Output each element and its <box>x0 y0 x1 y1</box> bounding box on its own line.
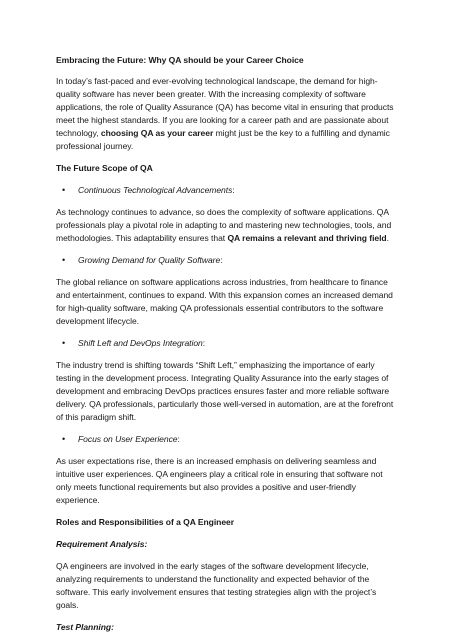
subheading-label: Test Planning <box>56 622 112 632</box>
roles-subheading-2 <box>56 621 397 634</box>
intro-emphasis: choosing QA as your career <box>100 128 214 138</box>
scope-heading: The Future Scope of QA <box>56 163 153 173</box>
document-title: Embracing the Future: Why QA should be your Career Choice <box>56 55 304 65</box>
scope-bullet-1 <box>56 184 397 197</box>
bullet-label: Continuous Technological Advancements <box>78 185 233 195</box>
subheading-label: Requirement Analysis <box>56 539 145 549</box>
scope-paragraph-3: The industry trend is shifting towards “Shift Left,” emphasizing the importance of early testing in the development process. Integrating Quality Assurance into the early stages of development and embracing DevOps practices ensures faster and more reliable software delivery. QA professionals, particularly those well-versed in automation, are at the forefront of this paradigm shift. <box>56 360 394 422</box>
bullet-label: Shift Left and DevOps Integration <box>78 338 203 348</box>
paragraph-emphasis: QA remains a relevant and thriving field <box>227 233 387 243</box>
bullet-colon: : <box>202 338 206 348</box>
bullet-icon: • <box>62 338 66 348</box>
intro-text-end: might just be the key to a fulfilling and dynamic professional journey. <box>56 128 390 151</box>
scope-paragraph-2: The global reliance on software applications across industries, from healthcare to finance and entertainment, continues to expand. With this expansion comes an increased demand for high-quality software, making QA professionals essential contributors to the software development lifecycle. <box>56 277 393 326</box>
bullet-colon: : <box>232 185 235 195</box>
bullet-icon: • <box>62 255 66 265</box>
roles-subheading-1 <box>56 538 397 551</box>
bullet-label: Growing Demand for Quality Software <box>78 255 221 265</box>
roles-paragraph-1: QA engineers are involved in the early stages of the software development lifecycle, analyzing requirements to understand the functionality and expected behavior of the software. This early involvement ensures that testing strategies align with the project’s goals. <box>56 561 377 610</box>
roles-heading: Roles and Responsibilities of a QA Engineer <box>56 517 235 527</box>
bullet-label: Focus on User Experience <box>78 434 178 444</box>
scope-paragraph-1 <box>56 206 397 245</box>
scope-bullet-3 <box>56 337 397 350</box>
scope-paragraph-4: As user expectations rise, there is an increased emphasis on delivering seamless and intuitive user experiences. QA engineers play a critical role in ensuring that software not only meets functional requirements but also provides a positive and user-friendly experience. <box>56 456 383 505</box>
bullet-colon: : <box>177 434 180 444</box>
intro-text: In today’s fast-paced and ever-evolving technological landscape, the demand for high-quality software has never been greater. With the increasing complexity of software applications, the role of Quality Assurance (QA) has become vital in ensuring that products meet the highest standards. If you are looking for a career path and are passionate about technology, <box>56 76 394 138</box>
scope-bullet-4 <box>56 433 397 446</box>
intro-paragraph <box>56 75 397 153</box>
paragraph-text: As technology continues to advance, so does the complexity of software applications. QA professionals play a pivotal role in adapting to and mastering new technologies, tools, and methodologies. This adaptability ensures that <box>56 207 392 243</box>
subheading-colon: : <box>144 539 148 549</box>
subheading-colon: : <box>111 622 114 632</box>
scope-bullet-2 <box>56 254 397 267</box>
paragraph-text-end: . <box>386 233 389 243</box>
bullet-colon: : <box>220 255 223 265</box>
bullet-icon: • <box>62 434 66 444</box>
bullet-icon: • <box>62 185 66 195</box>
